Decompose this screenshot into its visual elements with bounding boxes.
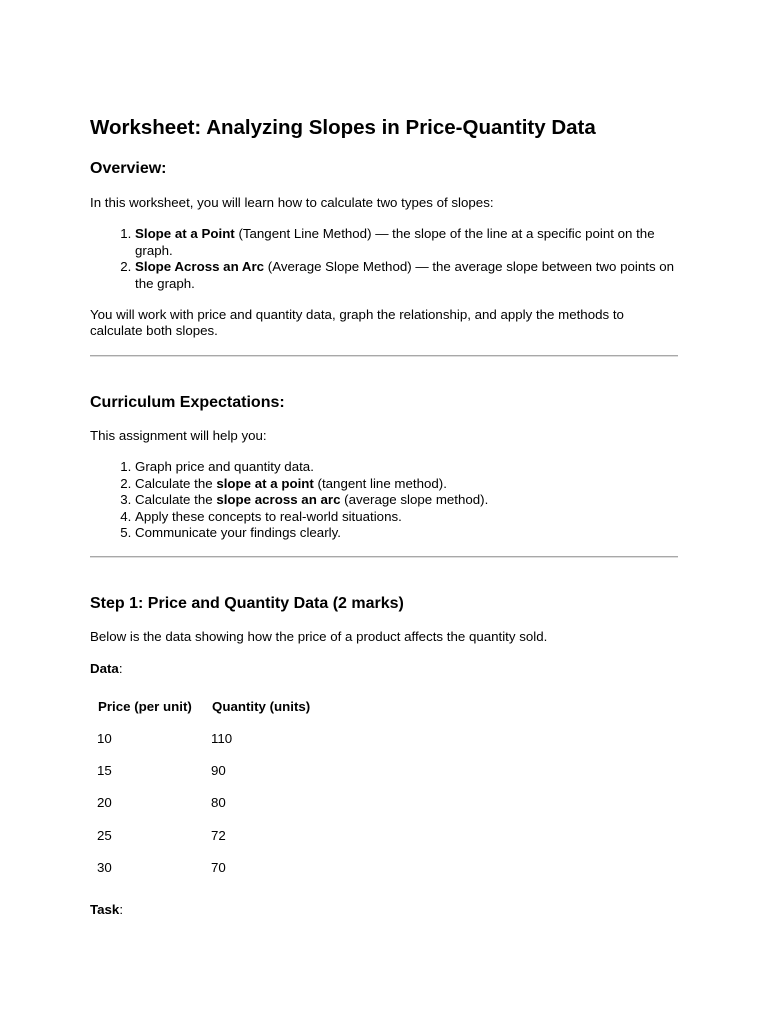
data-label <box>90 661 678 677</box>
price-cell: 10 <box>97 730 112 746</box>
list-item <box>135 492 678 509</box>
list-item-text: (Average Slope Method) — the average slope between two points on the graph. <box>135 259 675 291</box>
list-item-text: Communicate your findings clearly. <box>135 525 341 541</box>
section-divider <box>90 355 678 357</box>
table-row <box>90 819 330 851</box>
price-cell: 30 <box>97 860 112 876</box>
quantity-cell: 72 <box>211 827 226 843</box>
list-item-text: Apply these concepts to real-world situations. <box>135 508 402 524</box>
overview-closing: You will work with price and quantity data, graph the relationship, and apply the methods to calculate both slopes. <box>90 307 624 338</box>
slope-types-list <box>90 226 678 292</box>
quantity-cell: 90 <box>211 763 226 779</box>
list-item-bold: Slope at a Point <box>135 226 235 241</box>
task-label-colon: : <box>119 902 124 917</box>
list-item-text: Calculate the <box>135 492 217 508</box>
curriculum-intro: This assignment will help you: <box>90 428 267 443</box>
table-row <box>90 754 330 786</box>
expectations-list <box>90 459 678 542</box>
overview-heading: Overview: <box>90 160 167 177</box>
quantity-cell: 70 <box>211 860 226 876</box>
step1-intro: Below is the data showing how the price of a product affects the quantity sold. <box>90 629 548 644</box>
list-item <box>135 509 678 526</box>
data-label-bold: Data <box>90 661 119 676</box>
table-row <box>90 852 330 884</box>
table-row <box>90 722 330 754</box>
list-item-bold: Slope Across an Arc <box>135 259 265 275</box>
curriculum-heading: Curriculum Expectations: <box>90 394 285 411</box>
data-label-colon: : <box>118 661 123 676</box>
worksheet-title: Worksheet: Analyzing Slopes in Price-Quantity Data <box>90 116 596 139</box>
table-header-row <box>90 690 330 722</box>
list-item <box>135 259 678 292</box>
list-item-text: Graph price and quantity data. <box>135 459 314 474</box>
list-item-text: (tangent line method). <box>313 475 447 491</box>
list-item-text: Calculate the <box>135 475 217 491</box>
price-cell: 25 <box>97 827 112 843</box>
step1-heading: Step 1: Price and Quantity Data (2 marks) <box>90 595 404 612</box>
price-column-header: Price (per unit) <box>98 698 192 714</box>
list-item <box>135 459 678 476</box>
list-item-bold: slope across an arc <box>216 492 341 508</box>
table-row <box>90 787 330 819</box>
list-item <box>135 525 678 542</box>
price-quantity-table <box>90 690 330 884</box>
list-item <box>135 476 678 493</box>
price-cell: 15 <box>97 763 112 779</box>
price-cell: 20 <box>97 795 112 811</box>
task-label-bold: Task <box>90 902 120 917</box>
overview-intro: In this worksheet, you will learn how to calculate two types of slopes: <box>90 195 494 210</box>
list-item-text: (average slope method). <box>340 492 489 508</box>
list-item-text: (Tangent Line Method) — the slope of the line at a specific point on the graph. <box>135 226 655 258</box>
list-item <box>135 226 678 259</box>
quantity-cell: 80 <box>211 795 226 811</box>
list-item-bold: slope at a point <box>216 475 314 491</box>
quantity-column-header: Quantity (units) <box>212 698 311 714</box>
section-divider <box>90 556 678 558</box>
task-label <box>90 902 678 918</box>
quantity-cell: 110 <box>211 730 233 746</box>
